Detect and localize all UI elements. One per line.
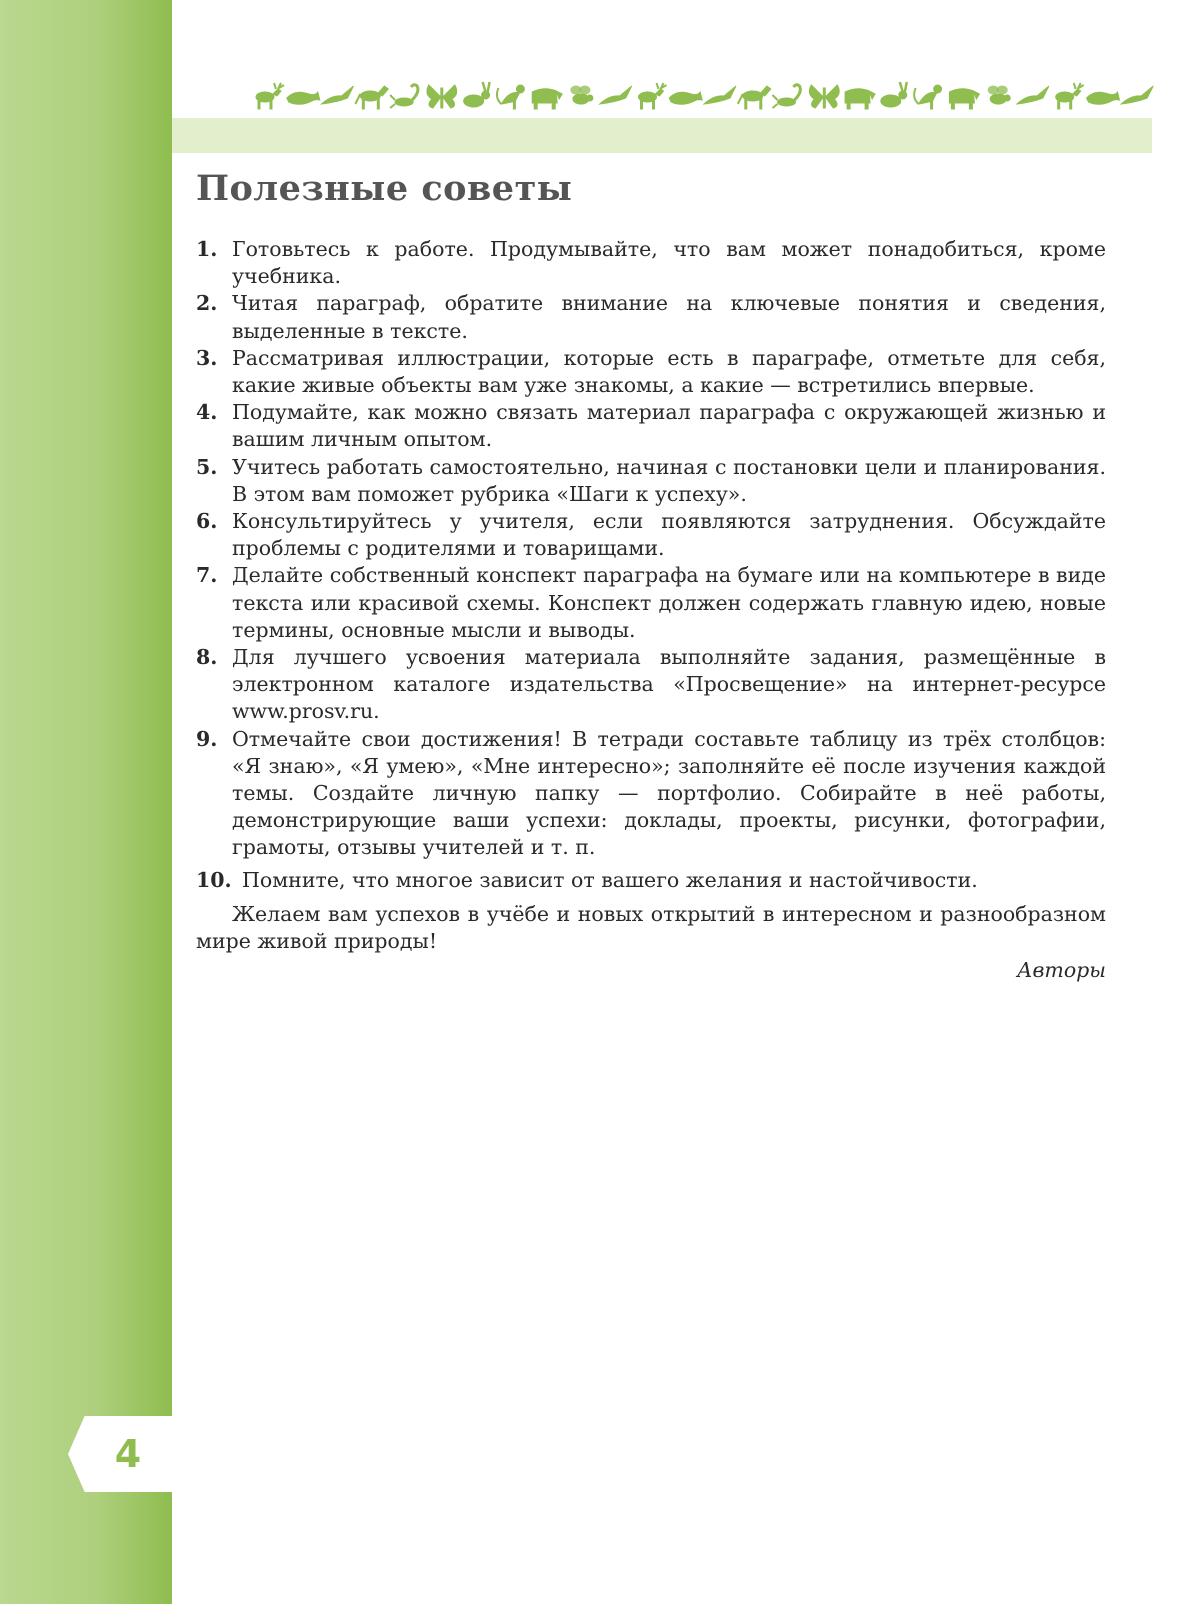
tip-item [196, 454, 1106, 508]
rabbit-icon [881, 82, 907, 107]
butterfly-icon [809, 85, 839, 108]
bird-icon [322, 86, 354, 104]
bull-icon [845, 89, 875, 109]
monkey-icon [497, 85, 524, 109]
page-number: 4 [114, 1432, 142, 1476]
horse-icon [355, 86, 388, 109]
tip-item [196, 345, 1106, 399]
bird-icon [600, 86, 632, 104]
header-bar [172, 118, 1152, 153]
monkey-icon [914, 85, 941, 109]
animal-frieze [250, 80, 1154, 114]
horse-icon [738, 86, 771, 109]
tip-number: 3. [196, 345, 218, 370]
tip-item [196, 399, 1106, 453]
tip-number: 7. [196, 563, 218, 588]
whale-icon [1087, 92, 1120, 104]
tip-text: Делайте собственный конспект параграфа на бумаге или на компьютере в виде текста или красивой схемы. Конспект должен содержать главную идею, новые термины, основные мысли и выводы. [232, 563, 1106, 642]
tip-number: 9. [196, 726, 218, 751]
tip-text: Рассматривая иллюстрации, которые есть в параграфе, отметьте для себя, какие живые объекты вам уже знакомы, а какие — встретились впервые. [232, 345, 1106, 398]
tip-number: 4. [196, 400, 218, 425]
tip-number: 5. [196, 454, 218, 479]
bird-icon [1017, 86, 1049, 104]
bird-icon [704, 86, 736, 104]
bee-icon [571, 86, 593, 104]
tip-item [196, 236, 1106, 290]
whale-icon [669, 92, 702, 104]
bull-icon [532, 89, 562, 109]
tip-number: 2. [196, 291, 218, 316]
tip-item [196, 508, 1106, 562]
tip-text: Помните, что многое зависит от вашего желания и настойчивости. [242, 867, 978, 892]
tip-item [196, 290, 1106, 344]
tip-number: 10. [196, 867, 232, 892]
tip-item [196, 867, 1106, 894]
tip-text: Консультируйтесь у учителя, если появляются затруднения. Обсуждайте проблемы с родителями и товарищами. [232, 509, 1106, 561]
scorpion-icon [773, 85, 801, 108]
tip-item [196, 726, 1106, 862]
tip-text: Учитесь работать самостоятельно, начиная с постановки цели и планирования. В этом вам поможет рубрика «Шаги к успеху». [232, 454, 1106, 506]
butterfly-icon [427, 85, 457, 108]
tips-list [196, 236, 1106, 894]
bee-icon [988, 86, 1010, 104]
tip-number: 6. [196, 509, 218, 534]
closing-paragraph: Желаем вам успехов в учёбе и новых открытий в интересном и разнообразном мире живой природы! [196, 902, 1106, 954]
tip-item [196, 562, 1106, 644]
tip-text: Отмечайте свои достижения! В тетради составьте таблицу из трёх столбцов: «Я знаю», «Я умею», «Мне интересно»; заполняйте её после изучения каждой темы. Создайте личную папку — портфолио. Собирайте в неё работы, демонстрирующие ваши успехи: доклады, проекты, рисунки, фотографии, грамоты, отзывы учителей и т. п. [232, 726, 1106, 860]
tip-item [196, 644, 1106, 726]
whale-icon [287, 92, 320, 104]
rabbit-icon [464, 82, 490, 107]
tip-text: Для лучшего усвоения материала выполняйте задания, размещённые в электронном каталоге издательства «Просвещение» на интернет-ресурсе www.prosv.ru. [232, 645, 1106, 724]
tip-number: 8. [196, 645, 218, 670]
bird-icon [1121, 86, 1153, 104]
scorpion-icon [390, 85, 418, 108]
tip-text: Подумайте, как можно связать материал параграфа с окружающей жизнью и вашим личным опытом. [232, 400, 1106, 452]
tip-text: Готовьтесь к работе. Продумывайте, что вам может понадобиться, кроме учебника. [232, 237, 1106, 289]
bull-icon [949, 89, 979, 109]
tip-text: Читая параграф, обратите внимание на ключевые понятия и сведения, выделенные в тексте. [232, 291, 1106, 343]
moose-icon [639, 83, 667, 109]
tip-number: 1. [196, 237, 218, 261]
page-title: Полезные советы [196, 168, 573, 209]
moose-icon [1056, 83, 1084, 109]
moose-icon [256, 83, 284, 109]
authors-signature: Авторы [1016, 958, 1106, 982]
side-color-band [0, 0, 172, 1604]
